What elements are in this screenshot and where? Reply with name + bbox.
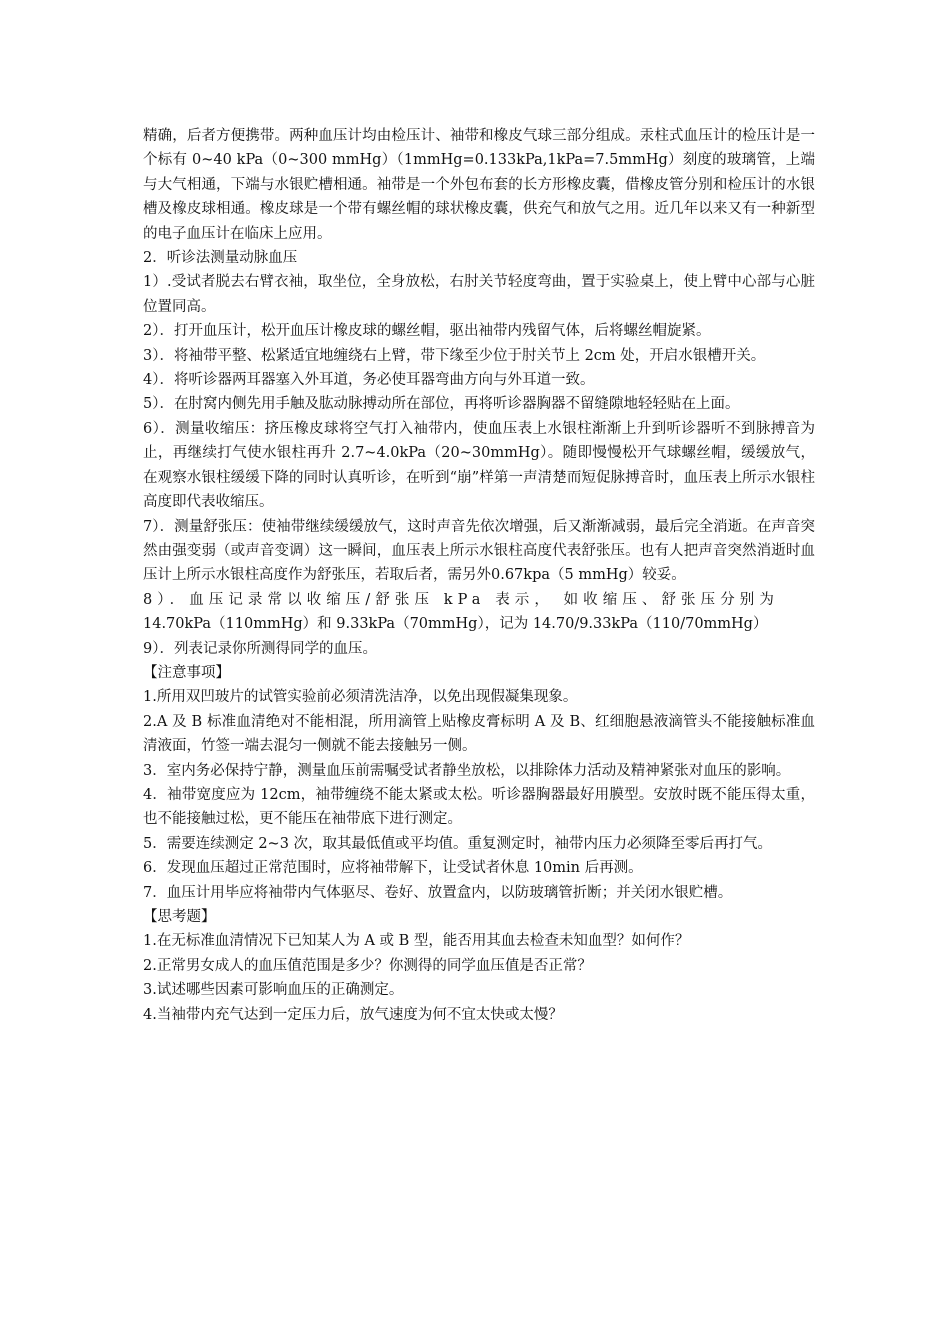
note-4: 4．袖带宽度应为 12cm，袖带缠绕不能太紧或太松。听诊器胸器最好用膜型。安放时既不能压得太重，也不能接触过松，更不能压在袖带底下进行测定。 — [143, 786, 815, 828]
step-1: 1）.受试者脱去右臂衣袖，取坐位，全身放松，右肘关节轻度弯曲，置于实验桌上，使上臂中心部与心脏位置同高。 — [143, 274, 815, 315]
step-6: 6）．测量收缩压：挤压橡皮球将空气打入袖带内，使血压表上水银柱渐渐上升到听诊器听不到脉搏音为止，再继续打气使水银柱再升 2.7~4.0kPa（20~30mmHg）。随即慢慢松开气球螺丝帽，缓缓放气，在观察水银柱缓缓下降的同时认真听诊，在听到“崩”样第一声清楚而短促脉搏音时，血压表上所示水银柱高度即代表收缩压。 — [143, 420, 815, 511]
note-5: 5．需要连续测定 2~3 次，取其最低值或平均值。重复测定时，袖带内压力必须降至零后再打气。 — [143, 835, 773, 852]
step-9: 9）．列表记录你所测得同学的血压。 — [143, 640, 377, 657]
questions-heading: 【思考题】 — [143, 909, 216, 925]
section-heading-auscultation: 2．听诊法测量动脉血压 — [143, 250, 298, 267]
question-1: 1.在无标准血清情况下已知某人为 A 或 B 型，能否用其血去检查未知血型？如何作？ — [143, 933, 690, 950]
step-8-line-1: 8）．血压记录常以收缩压/舒张压 kPa 表示， 如收缩压、舒张压分别为 — [143, 591, 779, 608]
step-7: 7）．测量舒张压：使袖带继续缓缓放气，这时声音先依次增强，后又渐渐减弱，最后完全消逝。在声音突然由强变弱（或声音变调）这一瞬间，血压表上所示水银柱高度代表舒张压。也有人把声音突然消逝时血压计上所示水银柱高度作为舒张压，若取后者，需另外0.67kpa（5 mmHg）较妥。 — [143, 518, 815, 584]
step-8-line-2: 14.70kPa（110mmHg）和 9.33kPa（70mmHg），记为 14.70/9.33kPa（110/70mmHg） — [143, 616, 768, 633]
document-page — [143, 124, 815, 1027]
notes-heading: 【注意事项】 — [143, 664, 230, 681]
note-2: 2.A 及 B 标准血清绝对不能相混，所用滴管上贴橡皮膏标明 A 及 B、红细胞悬液滴管头不能接触标准血清液面，竹签一端去混匀一侧就不能去接触另一侧。 — [143, 713, 815, 755]
question-3: 3.试述哪些因素可影响血压的正确测定。 — [143, 982, 404, 999]
step-5: 5）．在肘窝内侧先用手触及肱动脉搏动所在部位，再将听诊器胸器不留缝隙地轻轻贴在上面。 — [143, 396, 740, 413]
intro-paragraph: 精确，后者方便携带。两种血压计均由检压计、袖带和橡皮气球三部分组成。汞柱式血压计的检压计是一个标有 0~40 kPa（0~300 mmHg）（1mmHg=0.133kPa,1kPa=7.5mmHg）刻度的玻璃管，上端与大气相通，下端与水银贮槽相通。袖带是一个外包布套的长方形橡皮囊，借橡皮管分别和检压计的水银槽及橡皮球相通。橡皮球是一个带有螺丝帽的球状橡皮囊，供充气和放气之用。近几年以来又有一种新型的电子血压计在临床上应用。 — [143, 128, 815, 242]
step-2: 2）．打开血压计，松开血压计橡皮球的螺丝帽，驱出袖带内残留气体，后将螺丝帽旋紧。 — [143, 323, 711, 340]
question-2: 2.正常男女成人的血压值范围是多少？你测得的同学血压值是否正常？ — [143, 957, 592, 974]
question-4: 4.当袖带内充气达到一定压力后，放气速度为何不宜太快或太慢？ — [143, 1006, 563, 1023]
note-6: 6．发现血压超过正常范围时，应将袖带解下，让受试者休息 10min 后再测。 — [143, 860, 643, 877]
note-1: 1.所用双凹玻片的试管实验前必须清洗洁净，以免出现假凝集现象。 — [143, 689, 578, 706]
step-4: 4）．将听诊器两耳器塞入外耳道，务必使耳器弯曲方向与外耳道一致。 — [143, 372, 595, 389]
step-3: 3）．将袖带平整、松紧适宜地缠绕右上臂，带下缘至少位于肘关节上 2cm 处，开启水银槽开关。 — [143, 347, 766, 364]
note-7: 7．血压计用毕应将袖带内气体驱尽、卷好、放置盒内，以防玻璃管折断；并关闭水银贮槽。 — [143, 884, 733, 901]
note-3: 3．室内务必保持宁静，测量血压前需嘱受试者静坐放松，以排除体力活动及精神紧张对血压的影响。 — [143, 762, 791, 779]
